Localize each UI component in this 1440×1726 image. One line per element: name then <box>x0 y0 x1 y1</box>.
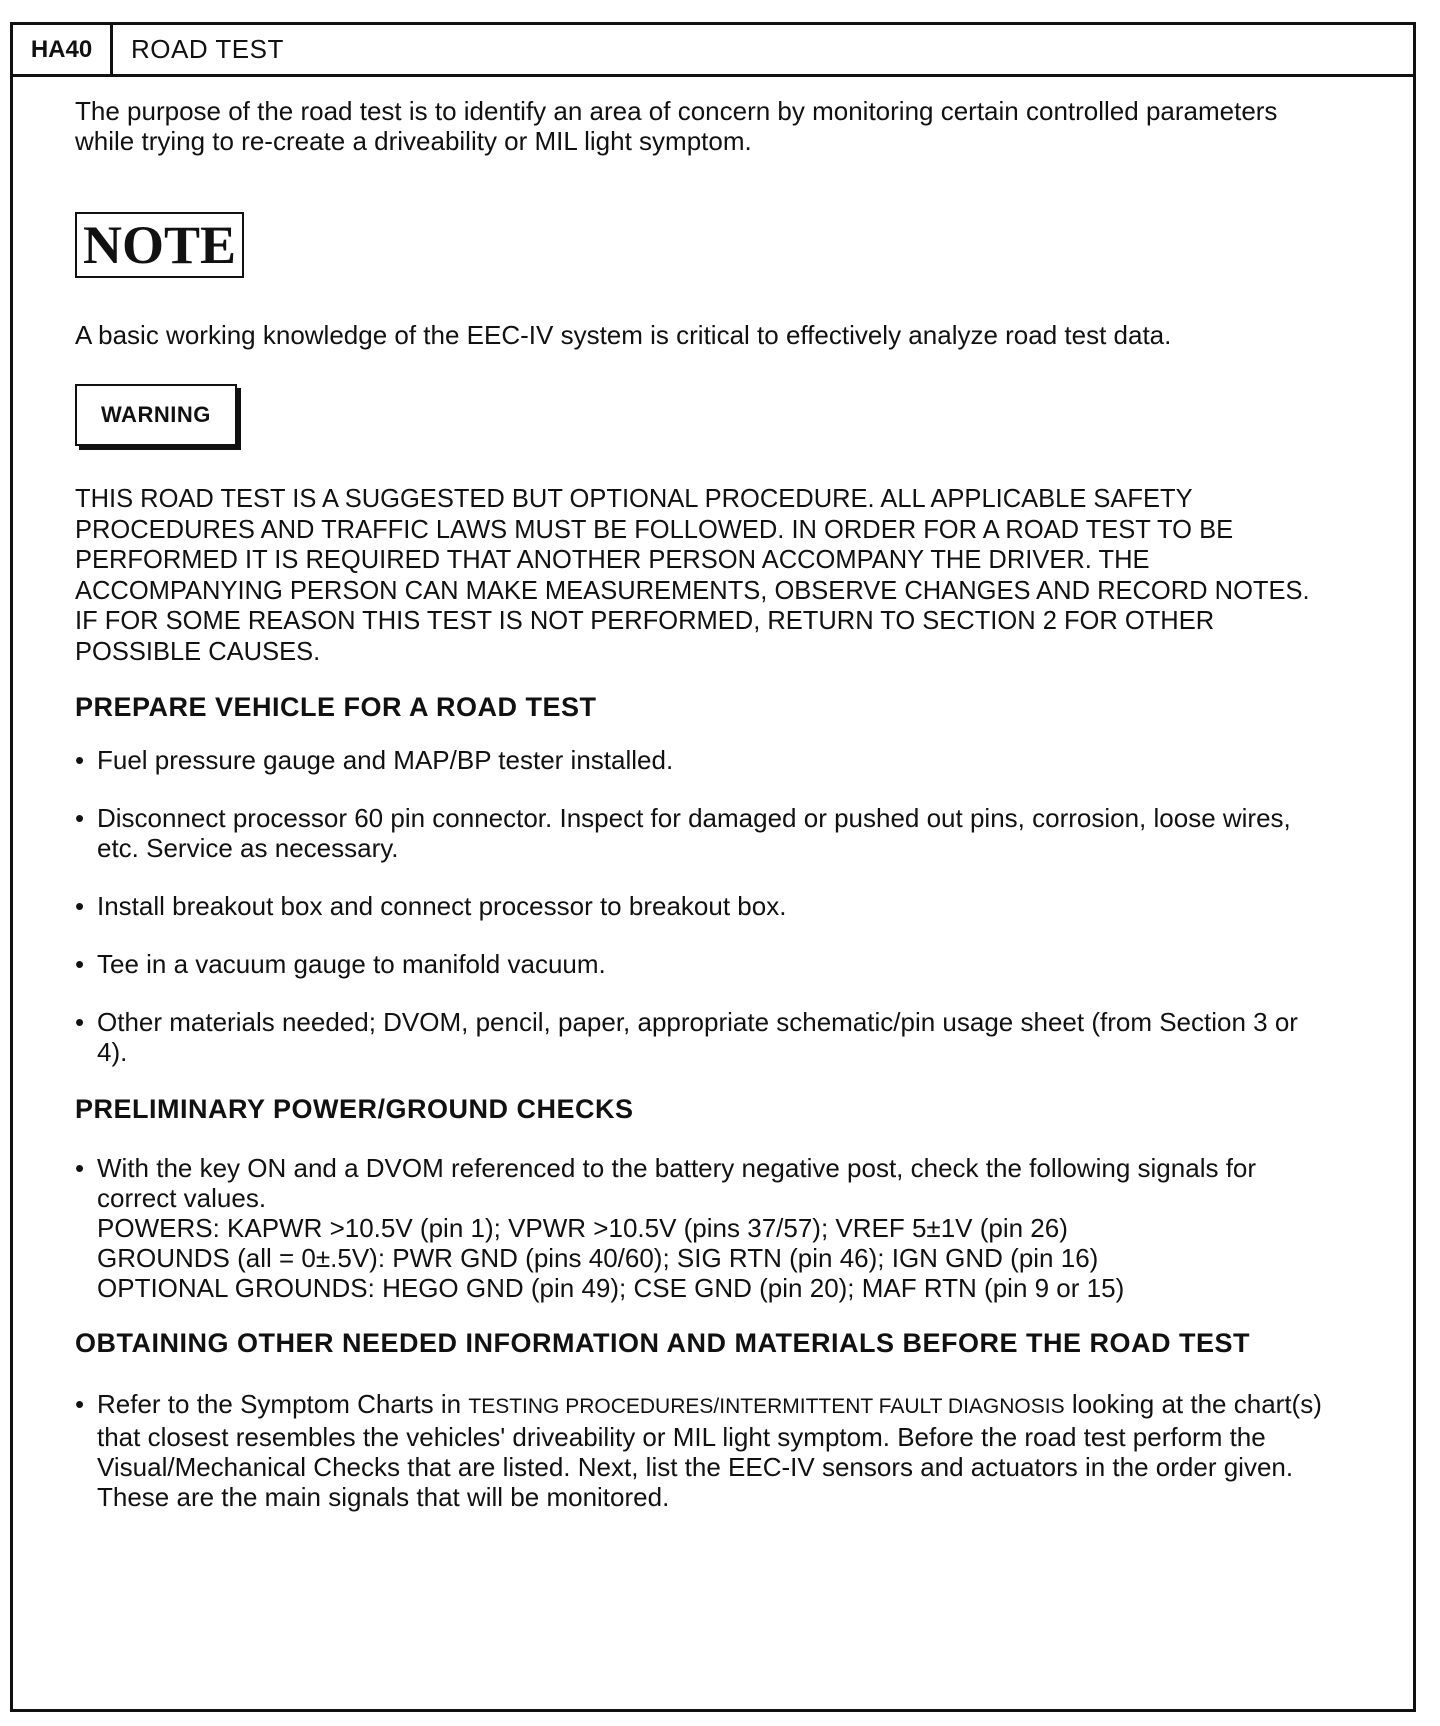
list-item <box>75 1153 1335 1303</box>
list-item-text: Install breakout box and connect processor to breakout box. <box>97 891 787 921</box>
preliminary-intro: With the key ON and a DVOM referenced to the battery negative post, check the following signals for correct values. <box>97 1153 1257 1213</box>
prepare-list <box>75 745 1335 1067</box>
preliminary-heading: PRELIMINARY POWER/GROUND CHECKS <box>75 1094 634 1124</box>
preliminary-list <box>75 1153 1335 1303</box>
obtaining-list <box>75 1389 1335 1512</box>
warning-text: THIS ROAD TEST IS A SUGGESTED BUT OPTIONAL PROCEDURE. ALL APPLICABLE SAFETY PROCEDURES AND TRAFFIC LAWS MUST BE FOLLOWED. IN ORDER FOR A ROAD TEST TO BE PERFORMED IT IS REQUIRED THAT ANOTHER PERSON ACCOMPANY THE DRIVER. THE ACCOMPANYING PERSON CAN MAKE MEASUREMENTS, OBSERVE CHANGES AND RECORD NOTES. IF FOR SOME REASON THIS TEST IS NOT PERFORMED, RETURN TO SECTION 2 FOR OTHER POSSIBLE CAUSES. <box>75 485 1310 666</box>
list-item <box>75 1007 1335 1067</box>
section-title: ROAD TEST <box>131 34 284 64</box>
grounds-line: GROUNDS (all = 0±.5V): PWR GND (pins 40/60); SIG RTN (pin 46); IGN GND (pin 16) <box>97 1243 1099 1273</box>
note-label: NOTE <box>75 212 244 278</box>
bullet-icon: • <box>75 949 85 979</box>
document-body <box>75 52 1335 1512</box>
prepare-heading: PREPARE VEHICLE FOR A ROAD TEST <box>75 692 597 722</box>
list-item-text: Other materials needed; DVOM, pencil, paper, appropriate schematic/pin usage sheet (from Section 3 or 4). <box>97 1007 1298 1067</box>
intro-paragraph: The purpose of the road test is to identify an area of concern by monitoring certain controlled parameters while trying to re-create a driveability or MIL light symptom. <box>75 96 1278 156</box>
reference-title: TESTING PROCEDURES/INTERMITTENT FAULT DIAGNOSIS <box>468 1395 1065 1418</box>
obtaining-rest: looking at the chart(s) that closest resembles the vehicles' driveability or MIL light symptom. Before the road test perform the Visual/Mechanical Checks that are listed. Next, list the EEC-IV sensors and actuators in the order given. These are the main signals that will be monitored. <box>97 1389 1322 1512</box>
bullet-icon: • <box>75 745 85 775</box>
powers-line: POWERS: KAPWR >10.5V (pin 1); VPWR >10.5V (pins 37/57); VREF 5±1V (pin 26) <box>97 1213 1068 1243</box>
bullet-icon: • <box>75 803 85 833</box>
obtaining-lead: Refer to the Symptom Charts in <box>97 1389 462 1419</box>
list-item-text: Disconnect processor 60 pin connector. Inspect for damaged or pushed out pins, corrosion, loose wires, etc. Service as necessary. <box>97 803 1291 863</box>
bullet-icon: • <box>75 1389 85 1419</box>
note-text: A basic working knowledge of the EEC-IV system is critical to effectively analyze road test data. <box>75 320 1172 350</box>
bullet-icon: • <box>75 891 85 921</box>
list-item <box>75 803 1335 863</box>
bullet-icon: • <box>75 1007 85 1037</box>
list-item <box>75 891 1335 921</box>
list-item <box>75 745 1335 775</box>
bullet-icon: • <box>75 1153 85 1183</box>
section-code: HA40 <box>13 25 113 74</box>
list-item <box>75 1389 1335 1512</box>
warning-label: WARNING <box>75 384 237 446</box>
list-item <box>75 949 1335 979</box>
list-item-text: Tee in a vacuum gauge to manifold vacuum. <box>97 949 606 979</box>
obtaining-heading: OBTAINING OTHER NEEDED INFORMATION AND MATERIALS BEFORE THE ROAD TEST <box>75 1328 1250 1358</box>
list-item-text: Fuel pressure gauge and MAP/BP tester installed. <box>97 745 674 775</box>
optional-grounds-line: OPTIONAL GROUNDS: HEGO GND (pin 49); CSE GND (pin 20); MAF RTN (pin 9 or 15) <box>97 1273 1125 1303</box>
